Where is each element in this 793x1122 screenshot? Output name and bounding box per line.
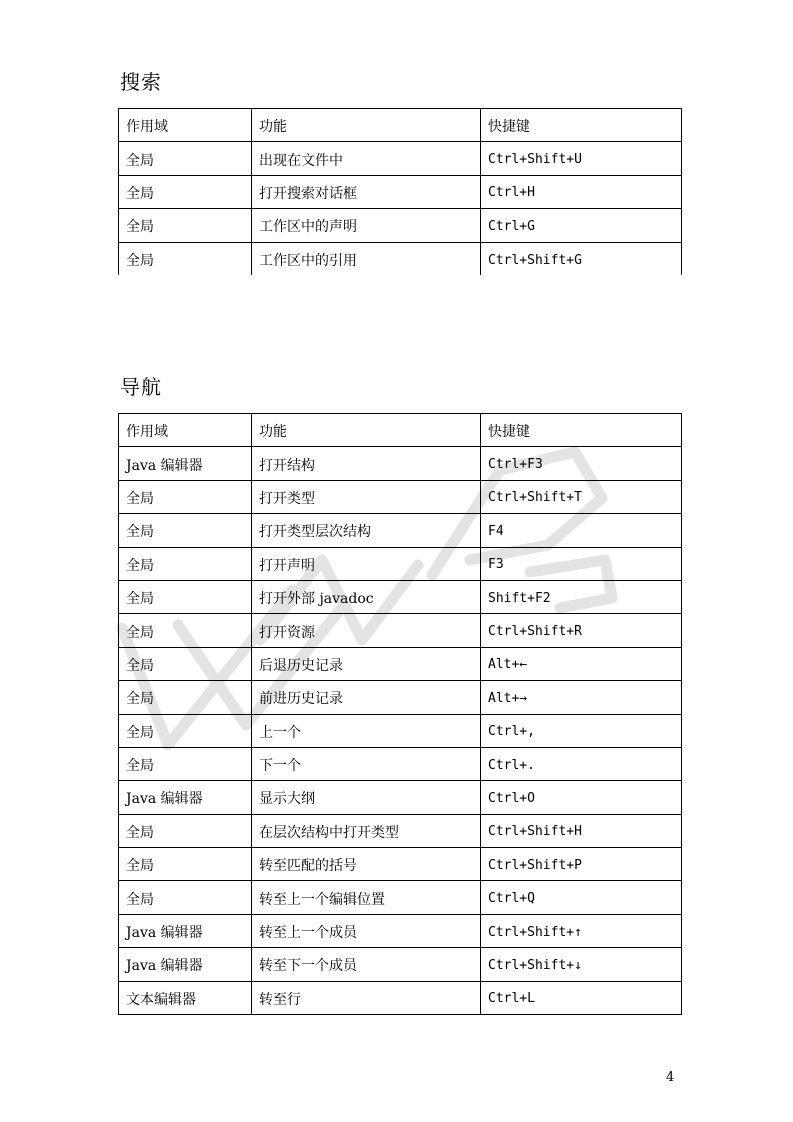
shortcut-cell: Shift+F2 — [481, 580, 682, 613]
scope-cell: 全局 — [119, 547, 252, 580]
function-cell: 出现在文件中 — [252, 142, 481, 175]
table-row — [119, 981, 682, 1014]
shortcut-cell: Ctrl+Q — [481, 881, 682, 914]
section-title-navigation: 导航 — [120, 375, 162, 399]
scope-cell: 全局 — [119, 848, 252, 881]
header-shortcut: 快捷键 — [481, 109, 682, 142]
table-row — [119, 747, 682, 780]
table-row — [119, 781, 682, 814]
shortcut-cell: Ctrl+Shift+G — [481, 242, 682, 275]
scope-cell: 全局 — [119, 881, 252, 914]
function-cell: 工作区中的声明 — [252, 209, 481, 242]
scope-cell: 全局 — [119, 814, 252, 847]
scope-cell: 全局 — [119, 614, 252, 647]
scope-cell: 全局 — [119, 580, 252, 613]
shortcut-cell: Ctrl+Shift+R — [481, 614, 682, 647]
function-cell: 打开结构 — [252, 447, 481, 480]
table-row — [119, 647, 682, 680]
scope-cell: 全局 — [119, 514, 252, 547]
table-row — [119, 514, 682, 547]
header-shortcut: 快捷键 — [481, 414, 682, 447]
table-row — [119, 681, 682, 714]
table-row — [119, 914, 682, 947]
shortcut-cell: Ctrl+. — [481, 747, 682, 780]
shortcut-cell: F3 — [481, 547, 682, 580]
shortcut-cell: F4 — [481, 514, 682, 547]
shortcut-cell: Ctrl+H — [481, 175, 682, 208]
function-cell: 打开资源 — [252, 614, 481, 647]
scope-cell: 全局 — [119, 480, 252, 513]
shortcut-cell: Ctrl+Shift+P — [481, 848, 682, 881]
page-number: 4 — [666, 1070, 675, 1085]
function-cell: 打开外部 javadoc — [252, 580, 481, 613]
table-header-row — [119, 109, 682, 142]
scope-cell: 全局 — [119, 175, 252, 208]
shortcut-cell: Ctrl+Shift+H — [481, 814, 682, 847]
header-function: 功能 — [252, 109, 481, 142]
shortcut-cell: Ctrl+O — [481, 781, 682, 814]
function-cell: 显示大纲 — [252, 781, 481, 814]
function-cell: 转至行 — [252, 981, 481, 1014]
table-row — [119, 242, 682, 275]
table-row — [119, 948, 682, 981]
function-cell: 打开声明 — [252, 547, 481, 580]
table-row — [119, 848, 682, 881]
function-cell: 打开搜索对话框 — [252, 175, 481, 208]
scope-cell: 全局 — [119, 647, 252, 680]
shortcut-cell: Ctrl+, — [481, 714, 682, 747]
scope-cell: 文本编辑器 — [119, 981, 252, 1014]
table-row — [119, 714, 682, 747]
function-cell: 后退历史记录 — [252, 647, 481, 680]
table-row — [119, 614, 682, 647]
function-cell: 转至上一个编辑位置 — [252, 881, 481, 914]
function-cell: 转至上一个成员 — [252, 914, 481, 947]
shortcut-cell: Alt+← — [481, 647, 682, 680]
scope-cell: Java 编辑器 — [119, 447, 252, 480]
header-scope: 作用域 — [119, 109, 252, 142]
table-row — [119, 580, 682, 613]
scope-cell: 全局 — [119, 681, 252, 714]
function-cell: 下一个 — [252, 747, 481, 780]
function-cell: 打开类型 — [252, 480, 481, 513]
function-cell: 上一个 — [252, 714, 481, 747]
shortcut-cell: Ctrl+F3 — [481, 447, 682, 480]
function-cell: 在层次结构中打开类型 — [252, 814, 481, 847]
table-row — [119, 480, 682, 513]
shortcut-cell: Ctrl+Shift+T — [481, 480, 682, 513]
table-row — [119, 209, 682, 242]
shortcut-cell: Ctrl+Shift+↓ — [481, 948, 682, 981]
function-cell: 转至匹配的括号 — [252, 848, 481, 881]
header-function: 功能 — [252, 414, 481, 447]
function-cell: 转至下一个成员 — [252, 948, 481, 981]
scope-cell: Java 编辑器 — [119, 781, 252, 814]
scope-cell: 全局 — [119, 714, 252, 747]
table-header-row — [119, 414, 682, 447]
scope-cell: Java 编辑器 — [119, 914, 252, 947]
table-row — [119, 814, 682, 847]
search-shortcuts-table — [118, 108, 682, 275]
shortcut-cell: Ctrl+Shift+↑ — [481, 914, 682, 947]
shortcut-cell: Ctrl+L — [481, 981, 682, 1014]
function-cell: 工作区中的引用 — [252, 242, 481, 275]
table-row — [119, 547, 682, 580]
function-cell: 打开类型层次结构 — [252, 514, 481, 547]
shortcut-cell: Ctrl+Shift+U — [481, 142, 682, 175]
section-title-search: 搜索 — [120, 70, 162, 94]
navigation-shortcuts-table — [118, 413, 682, 1015]
function-cell: 前进历史记录 — [252, 681, 481, 714]
table-row — [119, 175, 682, 208]
shortcut-cell: Alt+→ — [481, 681, 682, 714]
scope-cell: 全局 — [119, 747, 252, 780]
scope-cell: 全局 — [119, 142, 252, 175]
table-row — [119, 142, 682, 175]
table-row — [119, 447, 682, 480]
shortcut-cell: Ctrl+G — [481, 209, 682, 242]
scope-cell: 全局 — [119, 242, 252, 275]
scope-cell: Java 编辑器 — [119, 948, 252, 981]
header-scope: 作用域 — [119, 414, 252, 447]
table-row — [119, 881, 682, 914]
scope-cell: 全局 — [119, 209, 252, 242]
